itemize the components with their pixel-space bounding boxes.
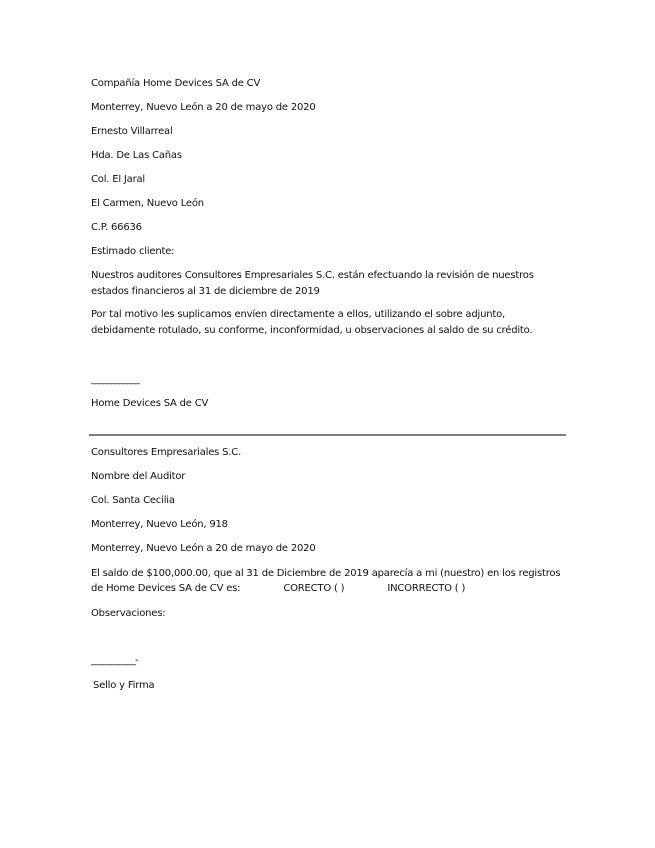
reply-place-date: Monterrey, Nuevo León a 20 de mayo de 2020 [91, 543, 316, 554]
paragraph-request: Por tal motivo les suplicamos envíen directamente a ellos, utilizando el sobre adjunto, debidamente rotulado, su conforme, inconformidad, u observaciones al saldo de su crédito. [91, 309, 533, 336]
seal-signature-label: Sello y Firma [93, 680, 155, 691]
postal-code: C.P. 66636 [91, 222, 142, 233]
option-correct[interactable]: CORECTO ( ) [283, 583, 345, 594]
balance-statement: El saldo de $100,000.00, que al 31 de Diciembre de 2019 aparecía a mi (nuestro) en los registros [91, 568, 561, 579]
reply-firm: Consultores Empresariales S.C. [91, 447, 242, 458]
reply-auditor: Nombre del Auditor [91, 471, 186, 482]
option-incorrect[interactable]: INCORRECTO ( ) [387, 583, 466, 594]
signature-name: Home Devices SA de CV [91, 398, 209, 409]
recipient-name: Ernesto Villarreal [91, 126, 173, 137]
reply-signature-line: ___________- [91, 655, 138, 666]
reply-city: Monterrey, Nuevo León, 918 [91, 519, 228, 530]
reply-colony: Col. Santa Cecilia [91, 495, 175, 506]
paragraph-audit: Nuestros auditores Consultores Empresariales S.C. están efectuando la revisión de nuestros estados financieros al 31 de diciembre de 2019 [91, 270, 534, 297]
observations-label: Observaciones: [91, 608, 166, 619]
section-divider [89, 434, 566, 436]
address-line-1: Hda. De Las Cañas [91, 150, 182, 161]
signature-line: ____________ [91, 374, 139, 385]
company-name: Compañía Home Devices SA de CV [91, 78, 261, 89]
address-line-2: Col. El Jaral [91, 174, 146, 185]
place-date: Monterrey, Nuevo León a 20 de mayo de 2020 [91, 102, 316, 113]
greeting: Estimado cliente: [91, 246, 175, 257]
balance-recipient: de Home Devices SA de CV es: [91, 583, 241, 594]
address-line-3: El Carmen, Nuevo León [91, 198, 204, 209]
balance-statement-line-2 [91, 582, 465, 596]
